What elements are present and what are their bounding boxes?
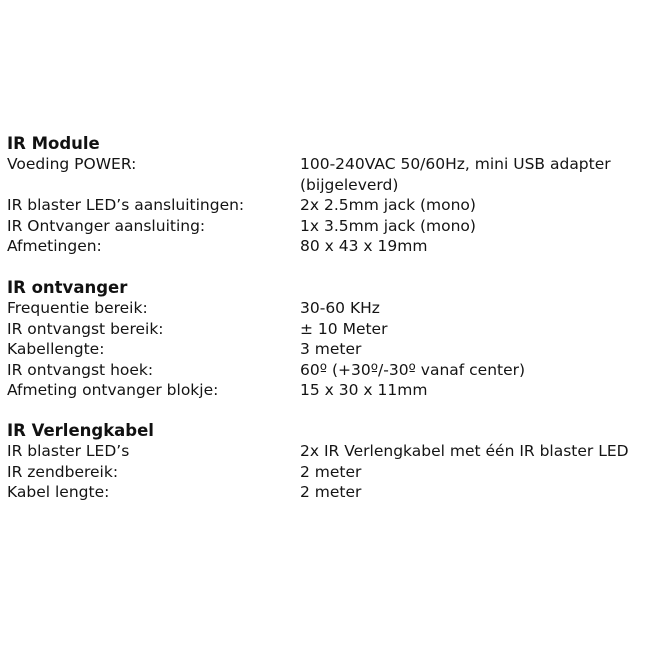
spec-label: IR blaster LED’s aansluitingen: [7,196,245,214]
spec-value: 2 meter [300,462,362,481]
spec-value-line: (bijgeleverd) [300,175,399,194]
section-ir-ontvanger [7,278,643,401]
section-title: IR Verlengkabel [7,421,154,440]
spec-row [7,195,643,216]
spec-value: ± 10 Meter [300,319,388,338]
spec-row [7,360,643,381]
spec-label: IR Ontvanger aansluiting: [7,216,206,235]
spec-row [7,236,643,257]
section-title: IR ontvanger [7,278,128,297]
spec-row [7,339,643,360]
spec-row [7,216,643,237]
spec-value: 60º (+30º/-30º vanaf center) [300,360,526,379]
spec-value: 2x 2.5mm jack (mono) [300,196,476,214]
spec-row [7,298,643,319]
spec-value: 3 meter [300,340,362,358]
section-title: IR Module [7,134,100,153]
spec-value: 15 x 30 x 11mm [300,381,428,399]
spec-label: Afmeting ontvanger blokje: [7,381,219,399]
spec-value-line: 100-240VAC 50/60Hz, mini USB adapter [300,155,611,173]
spec-row [7,482,643,503]
spec-row [7,462,643,483]
section-ir-module [7,134,643,257]
spec-label: Kabellengte: [7,340,105,358]
spec-value: 30-60 KHz [300,299,380,317]
section-ir-verlengkabel [7,421,643,503]
spec-value [300,154,643,195]
spec-label: IR ontvangst hoek: [7,360,154,379]
spec-row [7,319,643,340]
spec-row [7,441,643,462]
spec-label: IR zendbereik: [7,462,119,481]
spec-label: Afmetingen: [7,237,102,255]
spec-value: 80 x 43 x 19mm [300,237,428,255]
spec-row [7,154,643,195]
spec-value: 2 meter [300,483,362,501]
spec-value: 2x IR Verlengkabel met één IR blaster LED [300,442,629,460]
spec-label: Voeding POWER: [7,155,137,173]
spec-label: IR blaster LED’s [7,442,130,460]
spec-label: Kabel lengte: [7,483,110,501]
spec-value: 1x 3.5mm jack (mono) [300,216,476,235]
spec-label: IR ontvangst bereik: [7,319,164,338]
spec-row [7,380,643,401]
spec-label: Frequentie bereik: [7,299,148,317]
